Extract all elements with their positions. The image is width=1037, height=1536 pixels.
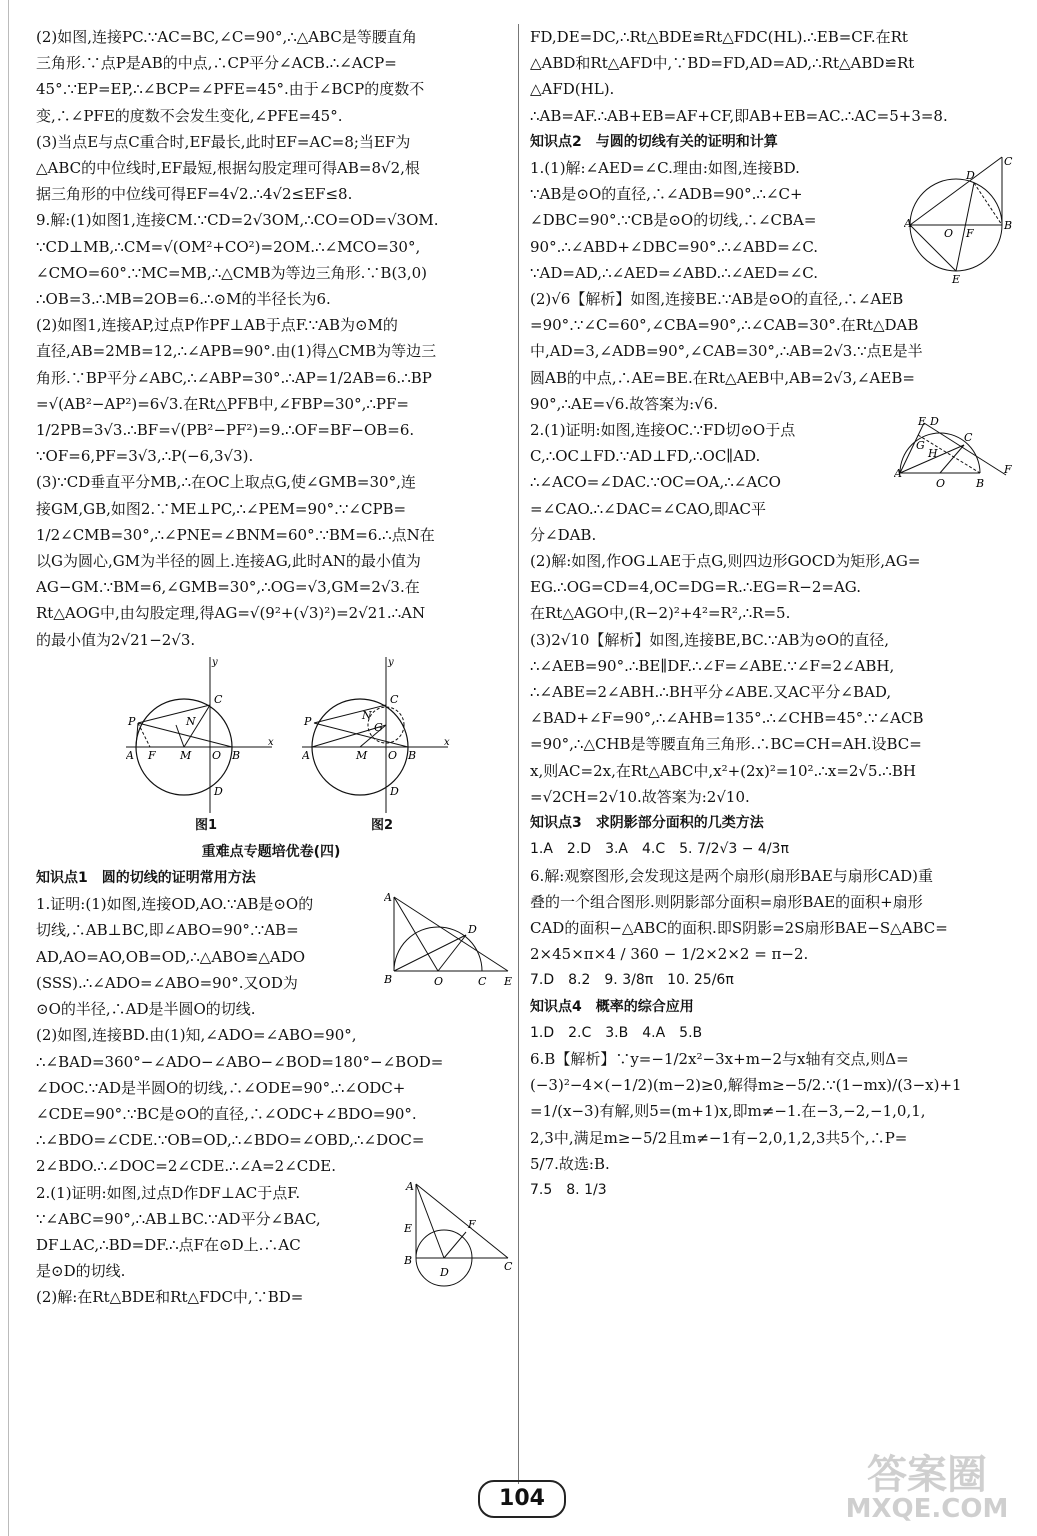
svg-text:O: O (212, 748, 222, 762)
svg-text:E: E (504, 975, 513, 989)
text-line: (3)∵CD垂直平分MB,∴在OC上取点G,使∠GMB=30°,连 (36, 473, 416, 492)
text-line: ∴∠AEB=90°.∴BE∥DF.∴∠F=∠ABE.∵∠F=2∠ABH, (530, 656, 895, 675)
text-line: ∴OB=3.∴MB=2OB=6.∴⊙M的半径长为6. (36, 290, 331, 309)
svg-text:G: G (916, 439, 925, 453)
svg-text:x: x (444, 736, 450, 748)
svg-text:F: F (1004, 463, 1012, 477)
text-line: 变,∴∠PFE的度数不会发生变化,∠PFE=45°. (36, 106, 343, 125)
text-line: ∠BAD+∠F=90°,∴∠AHB=135°.∴∠CHB=45°.∵∠ACB (530, 709, 924, 728)
svg-text:D: D (390, 784, 399, 798)
right-column (530, 24, 1013, 1203)
svg-text:C: C (214, 692, 223, 706)
text-line: =√2CH=2√10.故答案为:2√10. (530, 787, 750, 806)
svg-text:A: A (406, 1179, 414, 1193)
text-line: ∴∠ACO=∠DAC.∵OC=OA,∴∠ACO (530, 473, 781, 492)
tangent-figure-1 (384, 893, 514, 989)
k2-problem-1-block (530, 155, 1013, 286)
text-line: ∵AB是⊙O的直径,∴∠ADB=90°.∴∠C+ (530, 185, 803, 204)
svg-text:O: O (434, 975, 444, 989)
text-line: 90°,∴AE=√6.故答案为:√6. (530, 394, 719, 413)
text-line: 2∠BDO.∴∠DOC=2∠CDE.∴∠A=2∠CDE. (36, 1157, 337, 1176)
text-line: 1/2PB=3√3.∴BF=√(PB²−PF²)=9.∴OF=BF−OB=6. (36, 421, 415, 440)
text-line: △ABC的中位线时,EF最短,根据勾股定理可得AB=8√2,根 (36, 159, 420, 178)
text-line: ∠DBC=90°.∵CB是⊙O的切线,∴∠CBA= (530, 211, 817, 230)
left-column (36, 24, 513, 1311)
text-line: (2)如图,连接BD.由(1)知,∠ADO=∠ABO=90°, (36, 1026, 357, 1045)
svg-text:C: C (390, 692, 399, 706)
knowledge-point-heading: 知识点3 求阴影部分面积的几类方法 (530, 815, 764, 832)
text-line: DF⊥AC,∴BD=DF.∴点F在⊙D上.∴AC (36, 1235, 301, 1254)
text-line: 1.(1)解:∠AED=∠C.理由:如图,连接BD. (530, 159, 800, 178)
svg-text:F: F (148, 748, 156, 762)
svg-text:G: G (374, 720, 383, 734)
text-line: (−3)²−4×(−1/2)(m−2)≥0,解得m≥−5/2.∵(1−mx)/(3−x)+1 (530, 1076, 962, 1095)
svg-text:F: F (468, 1217, 476, 1231)
figure-1 (126, 655, 276, 815)
answer-list: 7.D 8.2 9. 3/8π 10. 25/6π (530, 972, 734, 989)
figure-2-caption: 图2 (370, 817, 394, 833)
problem-1-block (36, 891, 513, 1022)
k2-problem-2-block (530, 415, 1012, 548)
problem-2-block (36, 1179, 513, 1311)
text-line: 三角形.∵点P是AB的中点,∴CP平分∠ACB.∴∠ACP= (36, 54, 397, 73)
svg-text:N: N (362, 708, 372, 722)
text-line: ∠CDE=90°.∵BC是⊙O的直径,∴∠ODC+∠BDO=90°. (36, 1104, 417, 1123)
text-line: ∴∠BDO=∠CDE.∵OB=OD,∴∠BDO=∠OBD,∴∠DOC= (36, 1131, 425, 1150)
svg-text:N: N (186, 714, 196, 728)
circle-figure-k2-2 (894, 415, 1014, 505)
svg-text:B: B (1004, 219, 1013, 233)
text-line: =90°.∵∠C=60°,∠CBA=90°,∴∠CAB=30°.在Rt△DAB (530, 316, 919, 335)
svg-text:A: A (302, 748, 310, 762)
svg-text:y: y (212, 656, 218, 668)
text-line: 9.解:(1)如图1,连接CM.∵CD=2√3OM,∴CO=OD=√3OM. (36, 211, 439, 230)
text-line: △AFD(HL). (530, 80, 615, 99)
knowledge-point-heading: 知识点2 与圆的切线有关的证明和计算 (530, 133, 778, 150)
text-line: ∴∠ABE=2∠ABH.∴BH平分∠ABE.又AC平分∠BAD, (530, 683, 892, 702)
svg-text:E: E (918, 415, 927, 429)
text-line: C,∴OC⊥FD.∵AD⊥FD,∴OC∥AD. (530, 447, 761, 466)
svg-text:D: D (440, 1265, 449, 1279)
text-line: ∵CD⊥MB,∴CM=√(OM²+CO²)=2OM.∴∠MCO=30°, (36, 237, 421, 256)
text-line: (3)2√10【解析】如图,连接BE,BC.∵AB为⊙O的直径, (530, 630, 889, 649)
text-line: (2)解:如图,作OG⊥AE于点G,则四边形GOCD为矩形,AG= (530, 552, 921, 571)
svg-text:B: B (384, 973, 393, 987)
circle-figure-k2-1 (904, 155, 1014, 285)
svg-text:B: B (408, 748, 417, 762)
section-title: 重难点专题培优卷(四) (201, 843, 341, 860)
text-line: 角形.∵BP平分∠ABC,∴∠ABP=30°.∴AP=1/2AB=6.∴BP (36, 368, 432, 387)
answer-list: 7.5 8. 1/3 (530, 1181, 607, 1198)
text-line: (2)如图1,连接AP,过点P作PF⊥AB于点F.∵AB为⊙M的 (36, 316, 398, 335)
text-line: 6.B【解析】∵y=−1/2x²−3x+m−2与x轴有交点,则Δ= (530, 1049, 909, 1068)
text-line: (3)当点E与点C重合时,EF最长,此时EF=AC=8;当EF为 (36, 132, 411, 151)
svg-text:A: A (126, 748, 134, 762)
text-line: 以G为圆心,GM为半径的圆上.连接AG,此时AN的最小值为 (36, 552, 421, 571)
svg-text:O: O (936, 477, 946, 491)
text-line: ⊙O的半径,∴AD是半圆O的切线. (36, 1000, 256, 1019)
svg-text:B: B (404, 1253, 413, 1267)
text-line: (2)解:在Rt△BDE和Rt△FDC中,∵BD= (36, 1288, 304, 1307)
svg-text:O: O (944, 227, 954, 241)
text-line: ∴∠BAD=360°−∠ADO−∠ABO−∠BOD=180°−∠BOD= (36, 1052, 444, 1071)
page-number: 104 (478, 1480, 566, 1518)
text-line: 5/7.故选:B. (530, 1154, 610, 1173)
figures-row (36, 653, 506, 839)
figure-1-caption: 图1 (194, 817, 218, 833)
text-line: 2.(1)证明:如图,连接OC.∵FD切⊙O于点 (530, 421, 796, 440)
text-line: x,则AC=2x,在Rt△ABC中,x²+(2x)²=10².∴x=2√5.∴BH (530, 761, 916, 780)
knowledge-point-heading: 知识点1 圆的切线的证明常用方法 (36, 870, 256, 887)
svg-text:E: E (952, 273, 961, 286)
text-line: 叠的一个组合图形.则阴影部分面积=扇形BAE的面积+扇形 (530, 892, 923, 911)
svg-text:C: C (478, 975, 487, 989)
text-line: AD,AO=AO,OB=OD,∴△ABO≌△ADO (36, 947, 306, 966)
svg-text:H: H (928, 447, 938, 461)
text-line: FD,DE=DC,∴Rt△BDE≌Rt△FDC(HL).∴EB=CF.在Rt (530, 28, 908, 46)
text-line: 的最小值为2√21−2√3. (36, 630, 196, 649)
svg-text:A: A (904, 217, 912, 231)
page-edge-line (8, 0, 9, 1536)
text-line: 1/2∠CMB=30°,∴∠PNE=∠BNM=60°.∵BM=6.∴点N在 (36, 525, 435, 544)
text-line: ∵OF=6,PF=3√3,∴P(−6,3√3). (36, 447, 254, 466)
svg-text:P: P (304, 714, 312, 728)
text-line: ∴AB=AF.∴AB+EB=AF+CF,即AB+EB=AC.∴AC=5+3=8. (530, 106, 948, 125)
svg-text:A: A (384, 893, 392, 905)
knowledge-point-heading: 知识点4 概率的综合应用 (530, 998, 694, 1015)
text-line: 1.证明:(1)如图,连接OD,AO.∵AB是⊙O的 (36, 895, 314, 914)
text-line: =√(AB²−AP²)=6√3.在Rt△PFB中,∠FBP=30°,∴PF= (36, 394, 409, 413)
svg-text:C: C (1004, 155, 1013, 169)
text-line: ∠DOC.∵AD是半圆O的切线,∴∠ODE=90°.∴∠ODC+ (36, 1078, 406, 1097)
text-line: 6.解:观察图形,会发现这是两个扇形(扇形BAE与扇形CAD)重 (530, 866, 933, 885)
text-line: 90°.∴∠ABD+∠DBC=90°.∴∠ABD=∠C. (530, 237, 819, 256)
svg-text:M: M (180, 748, 192, 762)
text-line: 是⊙D的切线. (36, 1262, 126, 1281)
text-line: AG−GM.∵BM=6,∠GMB=30°,∴OG=√3,GM=2√3.在 (36, 578, 420, 597)
svg-text:B: B (976, 477, 985, 491)
text-line: 接GM,GB,如图2.∵ME⊥PC,∴∠PEM=90°.∵∠CPB= (36, 499, 407, 518)
answer-list: 1.D 2.C 3.B 4.A 5.B (530, 1024, 703, 1041)
text-line: 分∠DAB. (530, 525, 597, 544)
text-line: (2)如图,连接PC.∵AC=BC,∠C=90°,∴△ABC是等腰直角 (36, 28, 417, 46)
svg-text:y: y (388, 656, 394, 668)
text-line: ∵∠ABC=90°,∴AB⊥BC.∵AD平分∠BAC, (36, 1209, 321, 1228)
text-line: CAD的面积−△ABC的面积.即S阴影=2S扇形BAE−S△ABC= (530, 918, 948, 937)
svg-text:B: B (232, 748, 241, 762)
svg-text:x: x (268, 736, 274, 748)
text-line: Rt△AOG中,由勾股定理,得AG=√(9²+(√3)²)=2√21.∴AN (36, 604, 426, 623)
text-line: 直径,AB=2MB=12,∴∠APB=90°.由(1)得△CMB为等边三 (36, 342, 437, 361)
svg-text:D: D (214, 784, 223, 798)
text-line: 在Rt△AGO中,(R−2)²+4²=R²,∴R=5. (530, 604, 791, 623)
text-line: 圆AB的中点,∴AE=BE.在Rt△AEB中,AB=2√3,∠AEB= (530, 368, 915, 387)
text-line: 据三角形的中位线可得EF=4√2.∴4√2≤EF≤8. (36, 185, 353, 204)
svg-text:A: A (894, 467, 902, 481)
svg-text:C: C (504, 1259, 513, 1273)
svg-text:D: D (468, 923, 477, 937)
text-line: =90°,∴△CHB是等腰直角三角形.∴BC=CH=AH.设BC= (530, 735, 922, 754)
text-line: (2)√6【解析】如图,连接BE.∵AB是⊙O的直径,∴∠AEB (530, 290, 904, 309)
svg-text:D: D (930, 415, 939, 429)
text-line: =1/(x−3)有解,则5=(m+1)x,即m≠−1.在−3,−2,−1,0,1, (530, 1102, 926, 1121)
watermark-site: MXQE.COM (845, 1494, 1009, 1524)
svg-text:C: C (964, 431, 973, 445)
text-line: 2,3中,满足m≥−5/2且m≠−1有−2,0,1,2,3共5个,∴P= (530, 1128, 908, 1147)
answer-list: 1.A 2.D 3.A 4.C 5. 7/2√3 − 4/3π (530, 841, 789, 858)
text-line: =∠CAO.∴∠DAC=∠CAO,即AC平 (530, 499, 767, 518)
watermark (827, 1452, 1027, 1528)
text-line: 2×45×π×4 / 360 − 1/2×2×2 = π−2. (530, 945, 809, 964)
text-line: EG.∴OG=CD=4,OC=DG=R.∴EG=R−2=AG. (530, 578, 861, 597)
figure-2 (302, 655, 452, 815)
text-line: (SSS).∴∠ADO=∠ABO=90°.又OD为 (36, 973, 298, 992)
text-line: 切线,∴AB⊥BC,即∠ABO=90°.∵AB= (36, 921, 299, 940)
text-line: 45°.∵EP=EP,∴∠BCP=∠PFE=45°.由于∠BCP的度数不 (36, 80, 425, 99)
svg-text:D: D (966, 169, 975, 183)
svg-text:M: M (356, 748, 368, 762)
text-line: △ABD和Rt△AFD中,∵BD=FD,AD=AD,∴Rt△ABD≌Rt (530, 54, 915, 73)
column-divider (518, 24, 519, 1484)
svg-text:O: O (388, 748, 398, 762)
text-line: 中,AD=3,∠ADB=90°,∠CAB=30°,∴AB=2√3.∵点E是半 (530, 342, 923, 361)
tangent-figure-2 (404, 1180, 514, 1290)
svg-text:P: P (128, 714, 136, 728)
text-line: ∠CMO=60°.∵MC=MB,∴△CMB为等边三角形.∵B(3,0) (36, 263, 428, 282)
text-line: ∵AD=AD,∴∠AED=∠ABD.∴∠AED=∠C. (530, 263, 819, 282)
svg-text:F: F (966, 227, 974, 241)
text-line: 2.(1)证明:如图,过点D作DF⊥AC于点F. (36, 1183, 301, 1202)
svg-text:E: E (404, 1221, 413, 1235)
watermark-text: 答案圈 (867, 1452, 987, 1498)
